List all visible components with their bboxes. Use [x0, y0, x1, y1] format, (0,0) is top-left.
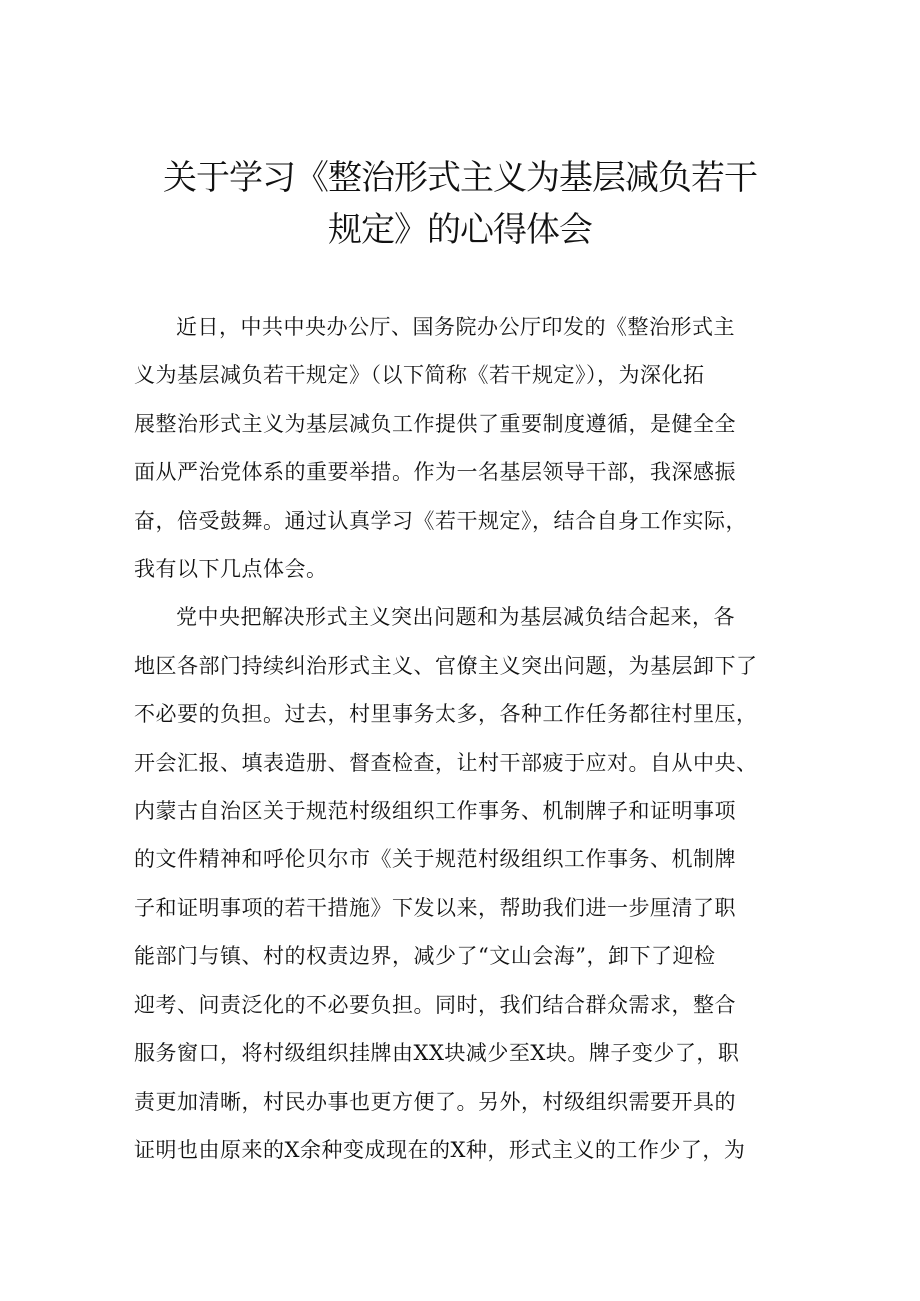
- paragraph-line: 迎考、问责泛化的不必要负担。同时，我们结合群众需求，整合: [134, 992, 736, 1017]
- paragraph-line: 义为基层减负若干规定》（以下简称《若干规定》），为深化拓: [134, 363, 705, 388]
- paragraph-2: [134, 593, 798, 1174]
- paragraph-line: 我有以下几点体会。: [134, 557, 328, 582]
- paragraph-line: 不必要的负担。过去，村里事务太多，各种工作任务都往村里压，: [134, 702, 758, 727]
- paragraph-line: 展整治形式主义为基层减负工作提供了重要制度遵循，是健全全: [134, 411, 736, 436]
- paragraph-line: 开会汇报、填表造册、督查检查，让村干部疲于应对。自从中央、: [134, 750, 758, 775]
- paragraph-line: 奋，倍受鼓舞。通过认真学习《若干规定》，结合自身工作实际，: [134, 508, 747, 533]
- paragraph-line: 党中央把解决形式主义突出问题和为基层减负结合起来，各: [176, 605, 735, 630]
- title-line-2: 规定》的心得体会: [328, 210, 592, 250]
- document-title: [120, 152, 800, 256]
- paragraph-line: 服务窗口，将村级组织挂牌由XX块减少至X块。牌子变少了，职: [134, 1041, 740, 1066]
- paragraph-line: 近日，中共中央办公厅、国务院办公厅印发的《整治形式主: [176, 315, 735, 339]
- paragraph-line: 的文件精神和呼伦贝尔市《关于规范村级组织工作事务、机制牌: [134, 847, 736, 872]
- paragraph-line: 面从严治党体系的重要举措。作为一名基层领导干部，我深感振: [134, 460, 736, 485]
- paragraph-1: [134, 303, 798, 593]
- title-line-1: 关于学习《整治形式主义为基层减负若干: [163, 158, 757, 198]
- paragraph-line: 子和证明事项的若干措施》下发以来，帮助我们进一步厘清了职: [134, 895, 736, 920]
- paragraph-line: 地区各部门持续纠治形式主义、官僚主义突出问题，为基层卸下了: [134, 653, 758, 678]
- paragraph-line: 责更加清晰，村民办事也更方便了。另外，村级组织需要开具的: [134, 1089, 736, 1114]
- paragraph-line: 内蒙古自治区关于规范村级组织工作事务、机制牌子和证明事项: [134, 799, 736, 824]
- document-body: [134, 303, 798, 1174]
- paragraph-line: 证明也由原来的X余种变成现在的X种，形式主义的工作少了，为: [134, 1137, 746, 1162]
- paragraph-line: 能部门与镇、村的权责边界，减少了“文山会海”，卸下了迎检: [134, 944, 716, 969]
